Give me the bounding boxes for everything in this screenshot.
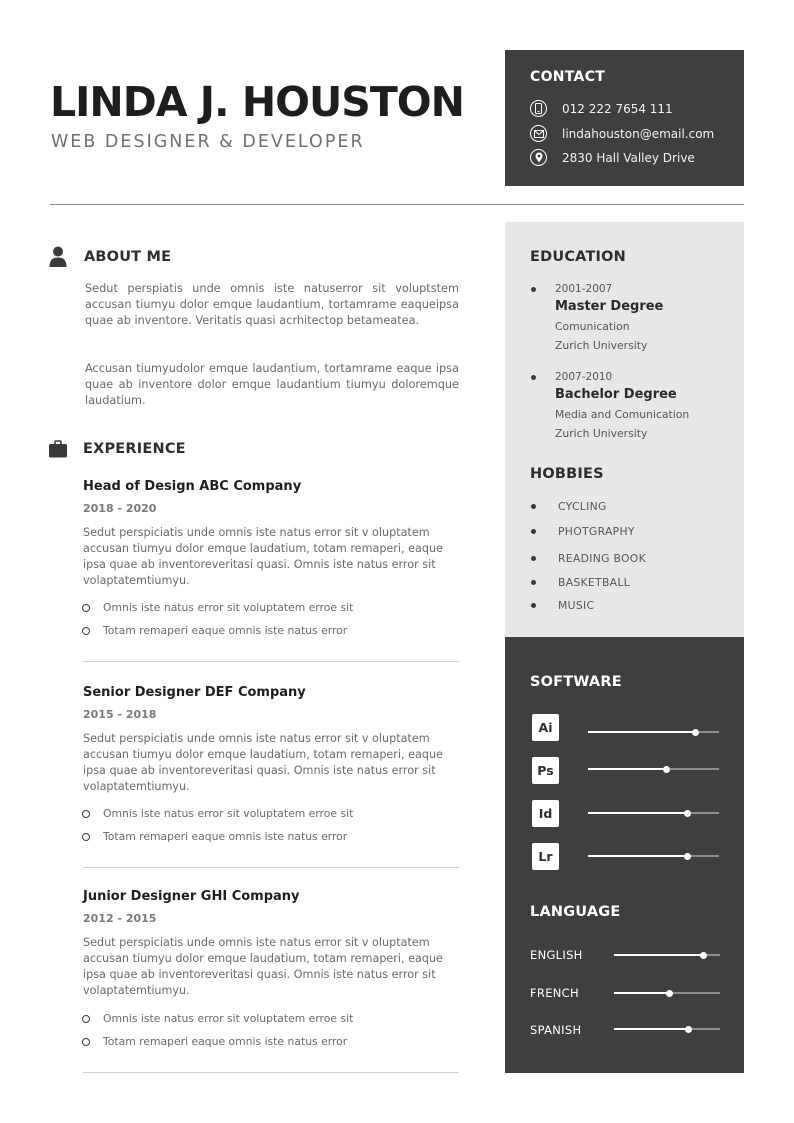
hobby-item bbox=[531, 500, 607, 513]
software-badge: Ps bbox=[532, 757, 559, 784]
hobbies-title: HOBBIES bbox=[530, 466, 604, 482]
job-bullet-text: Omnis iste natus error sit voluptatem erroe sit bbox=[103, 807, 354, 820]
contact-address bbox=[530, 149, 695, 166]
bullet-ring-icon bbox=[82, 810, 90, 818]
email-icon bbox=[530, 125, 547, 142]
contact-panel bbox=[505, 50, 744, 186]
bar-fill bbox=[588, 731, 695, 733]
hobby-bullet bbox=[531, 504, 536, 509]
software-badge: Lr bbox=[532, 843, 559, 870]
education-field: Comunication bbox=[555, 320, 630, 333]
hobby-bullet bbox=[531, 603, 536, 608]
job-bullet bbox=[82, 830, 347, 843]
bullet-ring-icon bbox=[82, 1038, 90, 1046]
bar-fill bbox=[614, 992, 669, 994]
contact-title: CONTACT bbox=[530, 69, 606, 85]
education-title: EDUCATION bbox=[530, 249, 627, 265]
hobby-bullet bbox=[531, 529, 536, 534]
phone-icon bbox=[530, 100, 547, 117]
bar-fill bbox=[614, 1028, 688, 1030]
language-level-bar bbox=[614, 992, 720, 994]
bar-knob bbox=[663, 766, 670, 773]
bar-fill bbox=[588, 855, 688, 857]
hobby-label: READING BOOK bbox=[558, 552, 646, 565]
job-bullet-text: Totam remaperi eaque omnis iste natus error bbox=[103, 624, 348, 637]
job-years: 2015 - 2018 bbox=[83, 708, 157, 721]
bar-fill bbox=[588, 812, 688, 814]
education-bullet bbox=[531, 287, 536, 292]
job-title: Senior Designer DEF Company bbox=[83, 685, 306, 700]
language-level-bar bbox=[614, 1028, 720, 1030]
candidate-role: WEB DESIGNER & DEVELOPER bbox=[51, 132, 365, 152]
experience-title: EXPERIENCE bbox=[83, 441, 186, 457]
hobby-bullet bbox=[531, 556, 536, 561]
education-degree: Master Degree bbox=[555, 299, 664, 314]
software-level-bar bbox=[588, 855, 719, 857]
hobby-item bbox=[531, 525, 635, 538]
software-level-bar bbox=[588, 768, 719, 770]
about-title: ABOUT ME bbox=[84, 249, 172, 265]
bullet-ring-icon bbox=[82, 1015, 90, 1023]
bar-knob bbox=[684, 810, 691, 817]
header-divider bbox=[50, 204, 744, 205]
bar-knob bbox=[684, 853, 691, 860]
contact-email bbox=[530, 125, 714, 142]
job-title: Junior Designer GHI Company bbox=[83, 889, 300, 904]
job-bullet bbox=[82, 601, 353, 614]
job-bullet bbox=[82, 1012, 353, 1025]
language-name: ENGLISH bbox=[530, 948, 583, 962]
bullet-ring-icon bbox=[82, 833, 90, 841]
hobby-label: MUSIC bbox=[558, 599, 595, 612]
education-years: 2007-2010 bbox=[555, 371, 613, 383]
job-title: Head of Design ABC Company bbox=[83, 479, 302, 494]
job-description: Sedut perspiciatis unde omnis iste natus error sit v oluptatem accusan tiumyu dolor emque laudatium, totam remaperi, eaque ipsa quae ab inventoreveritasi quasi. Omnis iste natus error sit volaptatemtiumyu. bbox=[83, 526, 443, 587]
contact-address-text: 2830 Hall Valley Drive bbox=[562, 150, 695, 165]
job-bullet-text: Omnis iste natus error sit voluptatem erroe sit bbox=[103, 1012, 354, 1025]
contact-phone-text: 012 222 7654 111 bbox=[562, 101, 673, 116]
job-bullet bbox=[82, 807, 353, 820]
hobby-bullet bbox=[531, 580, 536, 585]
contact-phone bbox=[530, 100, 673, 117]
education-field: Media and Comunication bbox=[555, 408, 690, 421]
education-bullet bbox=[531, 375, 536, 380]
job-bullet-text: Totam remaperi eaque omnis iste natus error bbox=[103, 1035, 348, 1048]
software-badge: Id bbox=[532, 800, 559, 827]
location-icon bbox=[530, 149, 547, 166]
software-level-bar bbox=[588, 731, 719, 733]
job-years: 2012 - 2015 bbox=[83, 912, 157, 925]
job-divider bbox=[83, 661, 459, 662]
hobby-label: CYCLING bbox=[558, 500, 607, 513]
bar-knob bbox=[666, 990, 673, 997]
job-divider bbox=[83, 1072, 459, 1073]
education-years: 2001-2007 bbox=[555, 283, 613, 295]
language-name: FRENCH bbox=[530, 986, 579, 1000]
about-paragraph-2: Accusan tiumyudolor emque laudantium, tortamrame eaque ipsa quae ab inventore dolor emque laudantium tiumyu doloremque laudatium. bbox=[85, 362, 459, 407]
bar-knob bbox=[700, 952, 707, 959]
bullet-ring-icon bbox=[82, 604, 90, 612]
job-bullet-text: Omnis iste natus error sit voluptatem erroe sit bbox=[103, 601, 354, 614]
job-description: Sedut perspiciatis unde omnis iste natus error sit v oluptatem accusan tiumyu dolor emque laudatium, totam remaperi, eaque ipsa quae ab inventoreveritasi quasi. Omnis iste natus error sit volaptatemtiumyu. bbox=[83, 732, 443, 793]
hobby-label: PHOTGRAPHY bbox=[558, 525, 635, 538]
hobby-label: BASKETBALL bbox=[558, 576, 630, 589]
bar-knob bbox=[692, 729, 699, 736]
software-title: SOFTWARE bbox=[530, 674, 622, 690]
job-bullet-text: Totam remaperi eaque omnis iste natus error bbox=[103, 830, 348, 843]
contact-email-text: lindahouston@email.com bbox=[562, 126, 715, 141]
job-years: 2018 - 2020 bbox=[83, 502, 157, 515]
bar-fill bbox=[588, 768, 667, 770]
education-school: Zurich University bbox=[555, 427, 648, 440]
about-paragraph-1: Sedut perspiatis unde omnis iste natuserror sit voluptstem accusan tiumyu dolor emque laudantium, tortamrame eaqueipsa quae ab inventore. Veritatis quasi acrhitectop betameatea. bbox=[85, 282, 459, 327]
education-degree: Bachelor Degree bbox=[555, 387, 677, 402]
language-level-bar bbox=[614, 954, 720, 956]
hobby-item bbox=[531, 552, 646, 565]
candidate-name: LINDA J. HOUSTON bbox=[50, 78, 464, 126]
software-badge: Ai bbox=[532, 714, 559, 741]
language-title: LANGUAGE bbox=[530, 904, 621, 920]
hobby-item bbox=[531, 599, 594, 612]
bar-knob bbox=[685, 1026, 692, 1033]
briefcase-icon bbox=[49, 440, 67, 463]
bar-fill bbox=[614, 954, 703, 956]
language-name: SPANISH bbox=[530, 1023, 582, 1037]
bullet-ring-icon bbox=[82, 627, 90, 635]
software-level-bar bbox=[588, 812, 719, 814]
job-divider bbox=[83, 867, 459, 868]
job-bullet bbox=[82, 624, 347, 637]
job-bullet bbox=[82, 1035, 347, 1048]
person-icon bbox=[49, 246, 67, 272]
hobby-item bbox=[531, 576, 630, 589]
job-description: Sedut perspiciatis unde omnis iste natus error sit v oluptatem accusan tiumyu dolor emque laudatium, totam remaperi, eaque ipsa quae ab inventoreveritasi quasi. Omnis iste natus error sit volaptatemtiumyu. bbox=[83, 936, 443, 997]
education-school: Zurich University bbox=[555, 339, 648, 352]
